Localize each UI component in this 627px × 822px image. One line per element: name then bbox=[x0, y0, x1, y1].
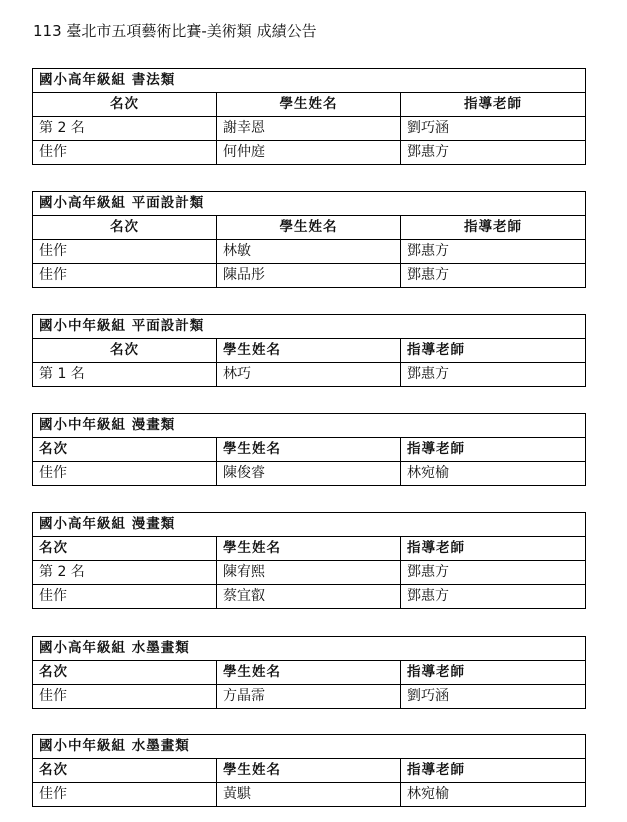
header-student: 學生姓名 bbox=[217, 537, 401, 561]
header-teacher: 指導老師 bbox=[401, 537, 586, 561]
header-student: 學生姓名 bbox=[217, 93, 401, 117]
cell-rank: 第 1 名 bbox=[33, 363, 217, 387]
header-rank: 名次 bbox=[33, 339, 217, 363]
cell-student: 陳宥熙 bbox=[217, 561, 401, 585]
header-student: 學生姓名 bbox=[217, 339, 401, 363]
header-student: 學生姓名 bbox=[217, 438, 401, 462]
cell-student: 何仲庭 bbox=[217, 141, 401, 165]
header-student: 學生姓名 bbox=[217, 759, 401, 783]
cell-rank: 佳作 bbox=[33, 783, 217, 807]
header-rank: 名次 bbox=[33, 438, 217, 462]
table-row bbox=[33, 783, 586, 807]
results-table-calligraphy-senior bbox=[32, 68, 586, 165]
cell-student: 林巧 bbox=[217, 363, 401, 387]
results-table-ink-painting-middle bbox=[32, 734, 586, 807]
header-teacher: 指導老師 bbox=[401, 216, 586, 240]
results-table-graphic-design-senior bbox=[32, 191, 586, 288]
header-teacher: 指導老師 bbox=[401, 661, 586, 685]
table-caption: 國小高年級組 平面設計類 bbox=[33, 192, 586, 216]
cell-student: 方晶霈 bbox=[217, 685, 401, 709]
table-row bbox=[33, 141, 586, 165]
table-caption: 國小中年級組 漫畫類 bbox=[33, 414, 586, 438]
table-caption: 國小高年級組 漫畫類 bbox=[33, 513, 586, 537]
table-caption: 國小中年級組 平面設計類 bbox=[33, 315, 586, 339]
cell-rank: 佳作 bbox=[33, 264, 217, 288]
header-rank: 名次 bbox=[33, 93, 217, 117]
cell-teacher: 鄧惠方 bbox=[401, 264, 586, 288]
header-rank: 名次 bbox=[33, 216, 217, 240]
cell-student: 陳俊睿 bbox=[217, 462, 401, 486]
cell-student: 謝幸恩 bbox=[217, 117, 401, 141]
cell-rank: 佳作 bbox=[33, 141, 217, 165]
table-row bbox=[33, 240, 586, 264]
cell-teacher: 劉巧涵 bbox=[401, 685, 586, 709]
cell-student: 蔡宜叡 bbox=[217, 585, 401, 609]
page-title: 113 臺北市五項藝術比賽-美術類 成績公告 bbox=[33, 22, 317, 40]
table-row bbox=[33, 561, 586, 585]
table-row bbox=[33, 685, 586, 709]
cell-rank: 佳作 bbox=[33, 685, 217, 709]
cell-student: 黃騏 bbox=[217, 783, 401, 807]
cell-student: 陳品彤 bbox=[217, 264, 401, 288]
cell-teacher: 鄧惠方 bbox=[401, 561, 586, 585]
table-caption: 國小中年級組 水墨畫類 bbox=[33, 735, 586, 759]
cell-teacher: 林宛榆 bbox=[401, 783, 586, 807]
table-caption: 國小高年級組 水墨畫類 bbox=[33, 637, 586, 661]
table-row bbox=[33, 462, 586, 486]
header-teacher: 指導老師 bbox=[401, 759, 586, 783]
cell-rank: 佳作 bbox=[33, 585, 217, 609]
cell-rank: 第 2 名 bbox=[33, 561, 217, 585]
header-rank: 名次 bbox=[33, 537, 217, 561]
cell-teacher: 劉巧涵 bbox=[401, 117, 586, 141]
cell-teacher: 林宛榆 bbox=[401, 462, 586, 486]
cell-rank: 第 2 名 bbox=[33, 117, 217, 141]
cell-rank: 佳作 bbox=[33, 240, 217, 264]
results-table-graphic-design-middle bbox=[32, 314, 586, 387]
header-teacher: 指導老師 bbox=[401, 93, 586, 117]
header-student: 學生姓名 bbox=[217, 216, 401, 240]
cell-teacher: 鄧惠方 bbox=[401, 585, 586, 609]
header-rank: 名次 bbox=[33, 759, 217, 783]
results-table-ink-painting-senior bbox=[32, 636, 586, 709]
table-caption: 國小高年級組 書法類 bbox=[33, 69, 586, 93]
header-teacher: 指導老師 bbox=[401, 339, 586, 363]
results-table-comics-senior bbox=[32, 512, 586, 609]
table-row bbox=[33, 264, 586, 288]
cell-student: 林敏 bbox=[217, 240, 401, 264]
cell-teacher: 鄧惠方 bbox=[401, 240, 586, 264]
cell-teacher: 鄧惠方 bbox=[401, 141, 586, 165]
table-row bbox=[33, 363, 586, 387]
cell-rank: 佳作 bbox=[33, 462, 217, 486]
header-student: 學生姓名 bbox=[217, 661, 401, 685]
cell-teacher: 鄧惠方 bbox=[401, 363, 586, 387]
header-rank: 名次 bbox=[33, 661, 217, 685]
table-row bbox=[33, 585, 586, 609]
header-teacher: 指導老師 bbox=[401, 438, 586, 462]
table-row bbox=[33, 117, 586, 141]
results-table-comics-middle bbox=[32, 413, 586, 486]
